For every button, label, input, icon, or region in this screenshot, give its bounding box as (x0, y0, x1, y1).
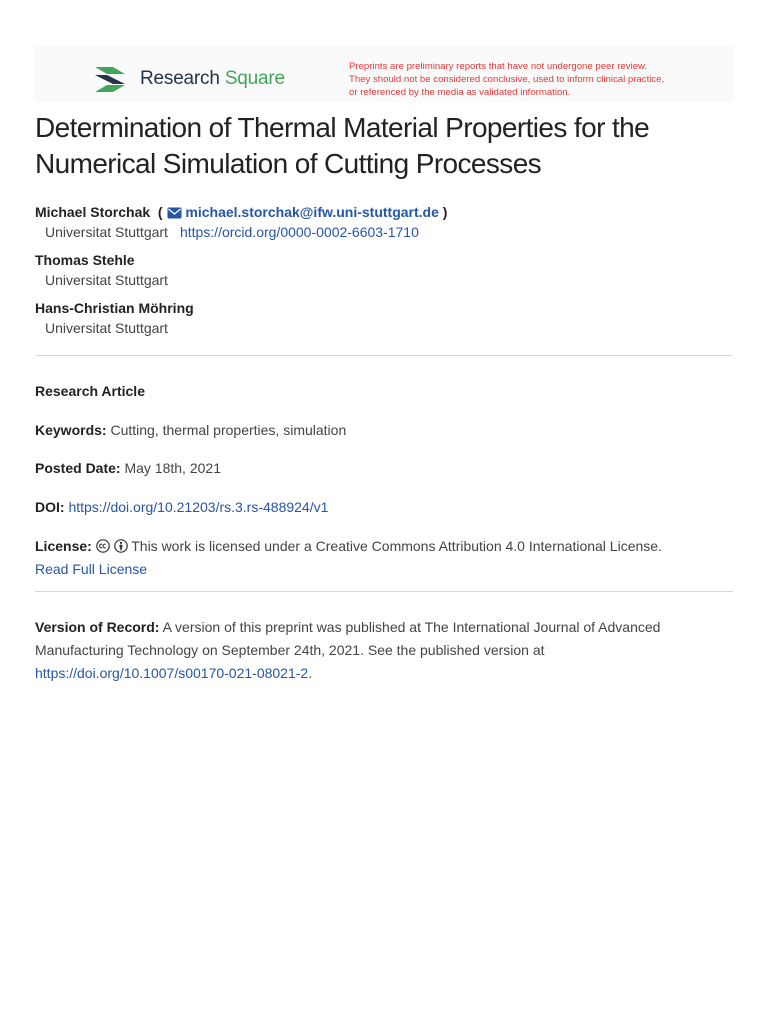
doi-label: DOI: (35, 499, 65, 515)
author-list (35, 202, 735, 346)
keywords-value: Cutting, thermal properties, simulation (110, 422, 347, 438)
paper-title: Determination of Thermal Material Properties for the Numerical Simulation of Cutting Processes (35, 112, 650, 179)
author-name: Hans-Christian Möhring (35, 300, 194, 316)
orcid-link[interactable]: https://orcid.org/0000-0002-6603-1710 (179, 224, 419, 240)
version-text: A version of this preprint was published at The International Journal of Advanced Manufacturing Technology on September 24th, 2021. See the published version at (35, 619, 661, 658)
author-entry (35, 298, 735, 338)
divider (35, 591, 733, 592)
author-entry (35, 250, 735, 290)
brand-word-square: Square (224, 68, 285, 89)
author-name: Thomas Stehle (35, 252, 135, 268)
license-label: License: (35, 538, 92, 554)
disclaimer-line: Preprints are preliminary reports that have not undergone peer review. (349, 61, 648, 72)
brand-name[interactable] (140, 68, 285, 90)
cc-icon (96, 539, 110, 553)
keywords-label: Keywords: (35, 422, 107, 438)
read-full-license-link[interactable]: Read Full License (35, 561, 148, 577)
published-version-link[interactable]: https://doi.org/10.1007/s00170-021-08021-2 (35, 665, 309, 681)
brand-word-research: Research (140, 68, 220, 89)
posted-date-label: Posted Date: (35, 460, 121, 476)
doi-row (35, 496, 735, 519)
preprint-disclaimer (349, 60, 729, 99)
posted-date-row (35, 457, 735, 480)
article-type: Research Article (35, 383, 145, 399)
doi-link[interactable]: https://doi.org/10.21203/rs.3.rs-488924/v1 (68, 499, 329, 515)
version-label: Version of Record: (35, 619, 160, 635)
author-affiliation: Universitat Stuttgart (45, 224, 168, 240)
research-square-logo-icon (95, 64, 125, 94)
attribution-icon (114, 539, 128, 553)
author-affiliation: Universitat Stuttgart (45, 272, 168, 288)
keywords-row (35, 419, 735, 442)
envelope-icon (167, 207, 182, 219)
author-email-link[interactable]: michael.storchak@ifw.uni-stuttgart.de (185, 204, 439, 220)
license-text: This work is licensed under a Creative Commons Attribution 4.0 International License. (131, 538, 662, 554)
author-affiliation: Universitat Stuttgart (45, 320, 168, 336)
preprint-header (35, 46, 733, 102)
author-name: Michael Storchak (35, 204, 151, 220)
disclaimer-line: or referenced by the media as validated information. (349, 87, 571, 98)
license-row (35, 535, 735, 581)
author-entry: Michael Storchak ( michael.storchak@ifw.uni-stuttgart.de ) Universitat Stuttgart https://orcid.org/0000-0002-6603-1710 (35, 204, 448, 240)
version-of-record: Version of Record: A version of this preprint was published at The International Journal of Advanced Manufacturing Technology on September 24th, 2021. See the published version at https://doi.org/10.1007/s00170-021-08021-2. (35, 619, 661, 681)
divider (35, 355, 733, 356)
disclaimer-line: They should not be considered conclusive, used to inform clinical practice, (349, 74, 665, 85)
posted-date-value: May 18th, 2021 (124, 460, 221, 476)
